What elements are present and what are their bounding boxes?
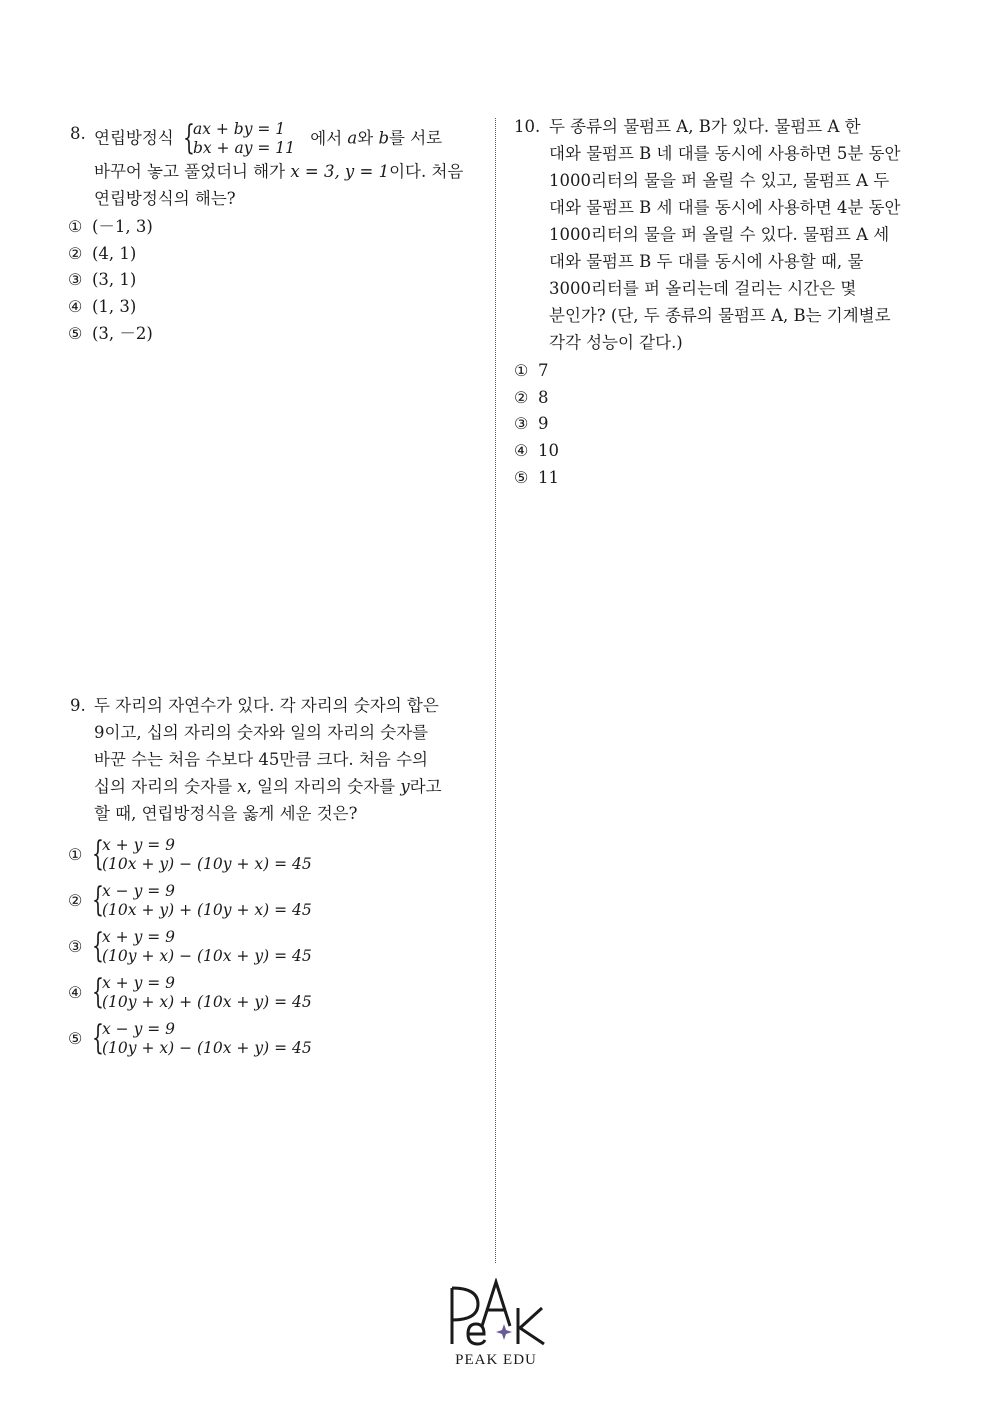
equation-system <box>183 120 295 158</box>
answer-choice[interactable]: ② { x − y = 9 (10x + y) + (10y + x) = 45 <box>68 879 312 920</box>
question-stem: 연립방정식 { ax + by = 1 bx + ay = 11 에서 a와 b를 서로 바꾸어 놓고 풀었더니 해가 x = 3, y = 1이다. 처음 연립방정식의 해는? <box>94 118 464 208</box>
question-9 <box>70 692 480 1061</box>
brace-symbol: { <box>92 1017 104 1058</box>
answer-choices <box>514 358 934 491</box>
peak-logo-mark <box>438 1278 554 1350</box>
question-number: 8. <box>70 124 86 143</box>
answer-choice[interactable]: ③ (3, 1) <box>68 270 137 290</box>
answer-choice[interactable]: ① 7 <box>514 361 549 380</box>
answer-choice[interactable]: ① (－1, 3) <box>68 217 153 236</box>
star-icon <box>496 1324 512 1340</box>
column-divider <box>495 118 496 1263</box>
answer-choice[interactable]: ④ (1, 3) <box>68 297 137 317</box>
answer-choice[interactable]: ③ { x + y = 9 (10y + x) − (10x + y) = 45 <box>68 925 312 966</box>
answer-choice[interactable]: ④ 10 <box>514 441 559 461</box>
brace-symbol: { <box>92 925 104 966</box>
question-10 <box>514 113 934 491</box>
answer-choice[interactable]: ⑤ (3, －2) <box>68 323 153 343</box>
question-number: 10. <box>514 117 541 136</box>
answer-choice[interactable]: ④ { x + y = 9 (10y + x) + (10x + y) = 45 <box>68 971 312 1012</box>
answer-choice[interactable]: ⑤ { x − y = 9 (10y + x) − (10x + y) = 45 <box>68 1017 312 1058</box>
answer-choice[interactable]: ② 8 <box>514 387 549 407</box>
question-stem: 두 자리의 자연수가 있다. 각 자리의 숫자의 합은 9이고, 십의 자리의 숫자와 일의 자리의 숫자를 바꾼 수는 처음 수보다 45만큼 크다. 처음 수의 십의 자리의 숫자를 x, 일의 자리의 숫자를 y라고 할 때, 연립방정식을 옳게 세운 것은? <box>94 696 442 823</box>
equation: ax + by = 1 <box>192 120 286 138</box>
brace-symbol: { <box>92 971 104 1012</box>
logo-text: PEAK EDU <box>455 1352 537 1368</box>
brace-symbol: { <box>92 879 104 920</box>
answer-choice[interactable]: ⑤ 11 <box>514 467 559 487</box>
answer-choices <box>68 831 480 1061</box>
equation: bx + ay = 11 <box>192 139 296 157</box>
question-8 <box>70 120 480 347</box>
brace-symbol: { <box>92 833 104 874</box>
answer-choice[interactable]: ② (4, 1) <box>68 243 137 263</box>
question-stem: 두 종류의 물펌프 A, B가 있다. 물펌프 A 한 대와 물펌프 B 네 대를 동시에 사용하면 5분 동안 1000리터의 물을 퍼 올릴 수 있고, 물펌프 A 두 대와 물펌프 B 세 대를 동시에 사용하면 4분 동안 1000리터의 물을 퍼 올릴 수 있다. 물펌프 A 세 대와 물펌프 B 두 대를 동시에 사용할 때, 물 3000리터를 퍼 올리는데 걸리는 시간은 몇 분인가? (단, 두 종류의 물펌프 A, B는 기계별로 각각 성능이 같다.) <box>549 117 901 352</box>
brace-symbol: { <box>182 118 195 158</box>
equation-system: { x + y = 9 (10x + y) − (10y + x) = 45 <box>92 833 312 874</box>
equation-system: { x − y = 9 (10x + y) + (10y + x) = 45 <box>92 879 312 920</box>
answer-choices <box>68 214 480 347</box>
peak-logo <box>438 1278 554 1374</box>
equation-system: { x − y = 9 (10y + x) − (10x + y) = 45 <box>92 1017 312 1058</box>
question-number: 9. <box>70 696 86 715</box>
equation-system: { x + y = 9 (10y + x) + (10x + y) = 45 <box>92 971 312 1012</box>
answer-choice[interactable]: ① { x + y = 9 (10x + y) − (10y + x) = 45 <box>68 833 312 874</box>
equation-system: { x + y = 9 (10y + x) − (10x + y) = 45 <box>92 925 312 966</box>
answer-choice[interactable]: ③ 9 <box>514 414 549 434</box>
